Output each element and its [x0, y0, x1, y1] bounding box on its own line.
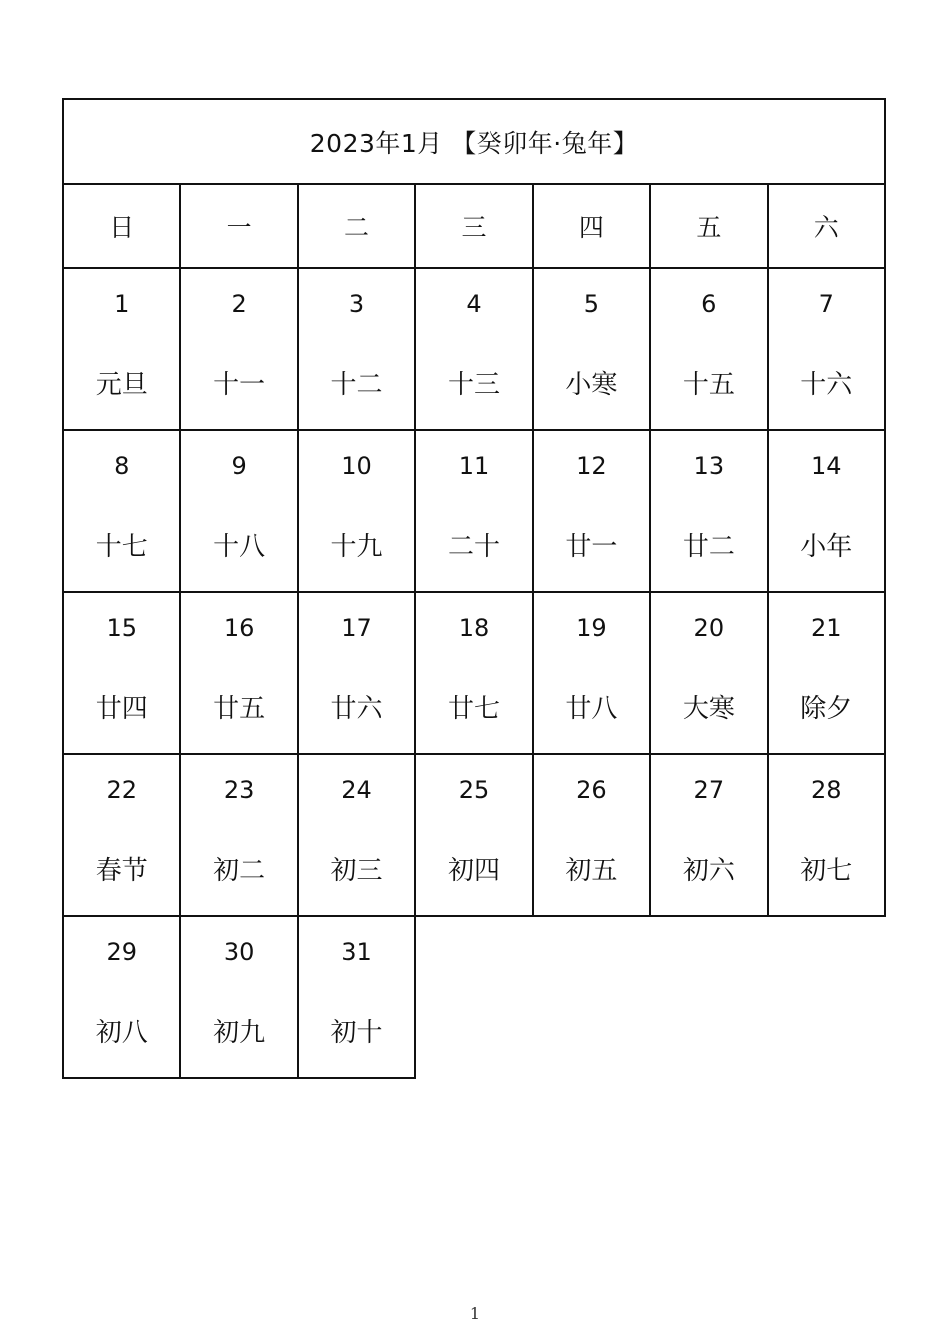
- day-number: 3: [348, 290, 365, 318]
- day-number: 25: [458, 776, 490, 804]
- day-number: 19: [576, 614, 607, 642]
- day-cell: [298, 592, 415, 754]
- weekday-sat: 六: [768, 184, 885, 268]
- day-cell: [533, 268, 650, 430]
- day-cell: [180, 268, 297, 430]
- day-cell: [63, 754, 180, 916]
- day-cell: [768, 754, 885, 916]
- day-cell: [533, 592, 650, 754]
- weekday-row: [63, 184, 885, 268]
- day-cell: [650, 268, 767, 430]
- weekday-thu: 四: [533, 184, 650, 268]
- lunar-label: 廿七: [447, 694, 500, 724]
- day-cell: [180, 916, 297, 1078]
- day-cell: [415, 268, 532, 430]
- day-cell: [180, 754, 297, 916]
- lunar-label: 二十: [447, 532, 500, 562]
- day-number: 9: [231, 452, 247, 480]
- day-cell: [298, 916, 415, 1078]
- lunar-label: 廿五: [213, 694, 266, 724]
- lunar-label: 初九: [213, 1018, 266, 1048]
- day-number: 29: [106, 938, 137, 966]
- lunar-label: 小寒: [565, 370, 618, 400]
- day-number: 10: [341, 452, 372, 480]
- day-number: 12: [576, 452, 607, 480]
- day-number: 18: [458, 614, 490, 642]
- calendar-title: 2023年1月 【癸卯年·兔年】: [63, 99, 885, 184]
- page-number: 1: [469, 1304, 481, 1323]
- lunar-label: 廿六: [330, 694, 383, 724]
- lunar-label: 十九: [330, 532, 383, 562]
- day-cell: [533, 430, 650, 592]
- day-number: 7: [818, 290, 834, 318]
- lunar-label: 初三: [330, 856, 383, 886]
- day-cell: [298, 754, 415, 916]
- empty-cell: [768, 916, 885, 1078]
- lunar-label: 廿八: [565, 694, 618, 724]
- day-cell: [63, 916, 180, 1078]
- day-cell: [768, 430, 885, 592]
- day-number: 2: [231, 290, 247, 318]
- week-row: [63, 754, 885, 916]
- lunar-label: 十二: [330, 370, 383, 400]
- week-row: [63, 916, 885, 1078]
- lunar-label: 廿二: [682, 532, 735, 562]
- day-cell: [650, 592, 767, 754]
- day-cell: [180, 592, 297, 754]
- day-cell: [415, 430, 532, 592]
- day-number: 13: [693, 452, 725, 480]
- weekday-mon: 一: [180, 184, 297, 268]
- lunar-label: 十三: [447, 370, 500, 400]
- calendar-table: [62, 98, 886, 1079]
- day-cell: [180, 430, 297, 592]
- lunar-label: 初四: [447, 856, 500, 886]
- lunar-label: 大寒: [682, 694, 735, 724]
- lunar-label: 廿四: [95, 694, 148, 724]
- day-cell: [63, 430, 180, 592]
- day-number: 14: [810, 452, 842, 480]
- title-row: [63, 99, 885, 184]
- lunar-label: 除夕: [800, 694, 853, 724]
- day-number: 26: [576, 776, 607, 804]
- empty-cell: [533, 916, 650, 1078]
- day-cell: [650, 430, 767, 592]
- day-cell: [415, 592, 532, 754]
- day-cell: [298, 430, 415, 592]
- lunar-label: 初七: [800, 856, 853, 886]
- day-cell: [63, 592, 180, 754]
- lunar-label: 十一: [213, 370, 266, 400]
- lunar-label: 廿一: [565, 532, 618, 562]
- lunar-label: 小年: [800, 532, 853, 562]
- day-number: 1: [114, 290, 130, 318]
- weekday-fri: 五: [650, 184, 767, 268]
- day-cell: [768, 592, 885, 754]
- day-number: 28: [810, 776, 842, 804]
- day-number: 15: [106, 614, 137, 642]
- day-cell: [768, 268, 885, 430]
- day-number: 31: [341, 938, 372, 966]
- day-number: 21: [810, 614, 842, 642]
- day-number: 11: [458, 452, 490, 480]
- lunar-label: 初六: [682, 856, 735, 886]
- week-row: [63, 430, 885, 592]
- weekday-tue: 二: [298, 184, 415, 268]
- lunar-label: 十七: [95, 532, 148, 562]
- lunar-label: 十八: [213, 532, 266, 562]
- day-number: 6: [701, 290, 717, 318]
- day-cell: [415, 754, 532, 916]
- lunar-label: 十六: [800, 370, 853, 400]
- lunar-label: 初二: [213, 856, 266, 886]
- day-number: 22: [106, 776, 137, 804]
- day-cell: [298, 268, 415, 430]
- empty-cell: [650, 916, 767, 1078]
- weekday-sun: 日: [63, 184, 180, 268]
- day-number: 24: [341, 776, 372, 804]
- day-number: 23: [223, 776, 255, 804]
- lunar-label: 元旦: [95, 370, 148, 400]
- day-number: 5: [583, 290, 600, 318]
- day-number: 20: [693, 614, 725, 642]
- day-number: 16: [223, 614, 255, 642]
- day-number: 4: [466, 290, 482, 318]
- day-number: 17: [341, 614, 372, 642]
- day-cell: [650, 754, 767, 916]
- lunar-label: 十五: [682, 370, 735, 400]
- lunar-label: 初十: [330, 1018, 383, 1048]
- lunar-label: 初八: [95, 1018, 148, 1048]
- lunar-label: 春节: [95, 856, 148, 886]
- empty-cell: [415, 916, 532, 1078]
- day-cell: [63, 268, 180, 430]
- day-number: 27: [693, 776, 725, 804]
- day-cell: [533, 754, 650, 916]
- lunar-label: 初五: [565, 856, 618, 886]
- day-number: 8: [114, 452, 130, 480]
- week-row: [63, 592, 885, 754]
- day-number: 30: [223, 938, 255, 966]
- week-row: [63, 268, 885, 430]
- weekday-wed: 三: [415, 184, 532, 268]
- calendar-body: [63, 99, 885, 1078]
